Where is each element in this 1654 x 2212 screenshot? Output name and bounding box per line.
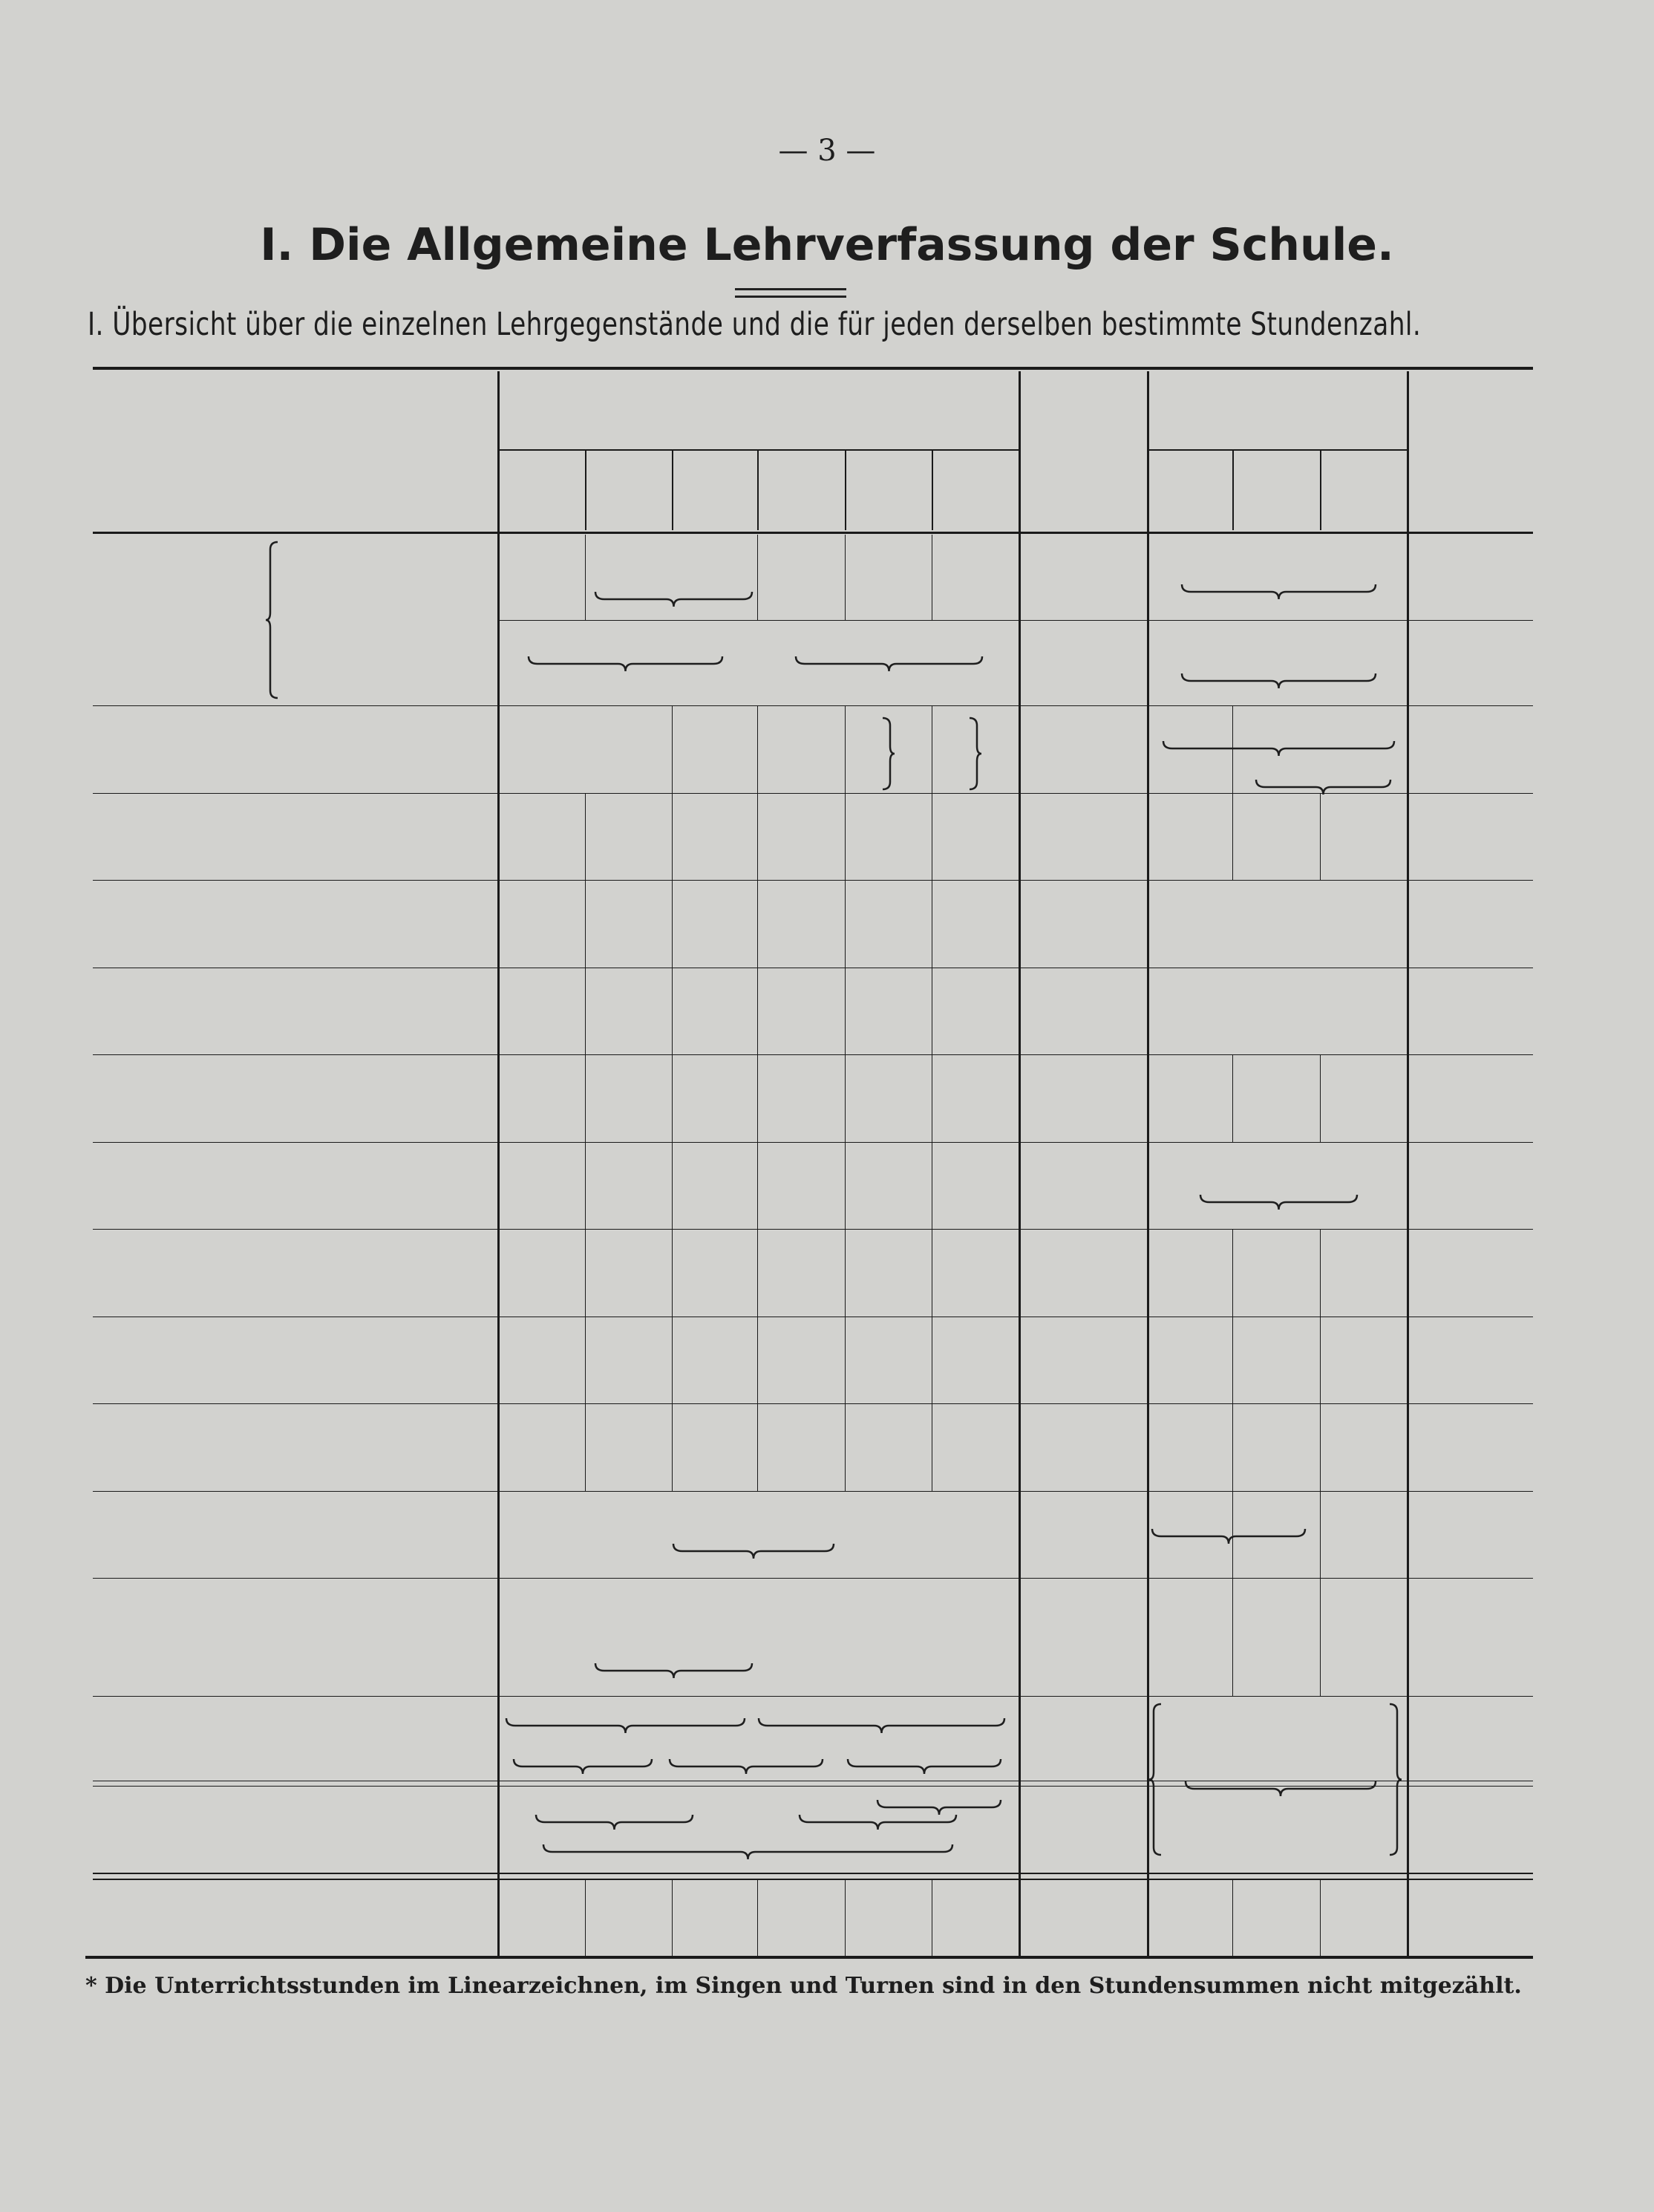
header-col-divider [757, 450, 759, 530]
row-rule [93, 1491, 1533, 1492]
table-bottom-rule [85, 1956, 1533, 1959]
section-subtitle: I. Übersicht über die einzelnen Lehrgegenstände und die für jeden derselben bestimmte Stundenzahl. [88, 306, 1422, 343]
sum-brace [880, 717, 895, 791]
row-rule [93, 1142, 1533, 1143]
row-rule [93, 1696, 1533, 1697]
cell-divider [1320, 793, 1321, 880]
table-top-rule [93, 367, 1533, 370]
cell-divider [1320, 1491, 1321, 1578]
cell-divider [672, 1879, 673, 1956]
cell-divider [1232, 1879, 1233, 1956]
merge-brace [535, 1812, 694, 1831]
column-divider [1019, 371, 1021, 1957]
merge-brace [542, 1841, 954, 1861]
cell-divider [845, 793, 846, 1491]
header-col-divider [845, 450, 846, 530]
merge-brace [672, 1541, 835, 1560]
cell-divider [672, 793, 673, 1491]
merge-brace [1162, 738, 1396, 757]
cell-divider [1320, 1879, 1321, 1956]
title-rule [735, 296, 846, 298]
merge-brace [1184, 1778, 1377, 1798]
vorschule-brace [1387, 1703, 1402, 1856]
cell-divider [757, 1879, 758, 1956]
merge-brace [1255, 777, 1392, 796]
title-rule [735, 288, 846, 290]
merge-brace [1180, 671, 1377, 690]
row-rule [497, 620, 1533, 621]
sum-brace [967, 717, 981, 791]
merge-brace [757, 1715, 1006, 1735]
page-number: — 3 — [778, 134, 876, 168]
cell-divider [585, 1879, 586, 1956]
cell-divider [757, 705, 758, 793]
row-rule [93, 1578, 1533, 1579]
merge-brace [1151, 1526, 1307, 1545]
merge-brace [876, 1797, 1002, 1816]
header-sub-rule [1147, 449, 1407, 451]
merge-brace [846, 1756, 1002, 1775]
cell-divider [845, 535, 846, 620]
column-divider [1407, 371, 1409, 1957]
cell-divider [757, 535, 758, 620]
totals-top-rule [93, 1873, 1533, 1874]
merge-brace [668, 1756, 824, 1775]
header-col-divider [932, 450, 933, 530]
cell-divider [1320, 1229, 1321, 1491]
row-rule [93, 1403, 1533, 1404]
merge-brace [1180, 581, 1377, 601]
cell-divider [585, 535, 586, 620]
cell-divider [1232, 1578, 1233, 1696]
merge-brace [794, 653, 984, 673]
row-rule [93, 1054, 1533, 1055]
header-col-divider [1232, 450, 1234, 530]
header-col-divider [672, 450, 673, 530]
vorschule-brace [1149, 1703, 1164, 1856]
merge-brace [1199, 1192, 1359, 1211]
cell-divider [1232, 793, 1233, 880]
religion-brace [266, 541, 281, 699]
cell-divider [1320, 1578, 1321, 1696]
row-rule [93, 705, 1533, 706]
cell-divider [845, 1879, 846, 1956]
merge-brace [527, 653, 724, 673]
column-divider [497, 371, 500, 1957]
cell-divider [1232, 1054, 1233, 1142]
header-col-divider [1320, 450, 1321, 530]
footnote: * Die Unterrichtsstunden im Linearzeichnen, im Singen und Turnen sind in den Stundensummen nicht mitgezählt. [85, 1973, 1522, 1999]
row-rule [93, 1229, 1533, 1230]
merge-brace [594, 1660, 754, 1680]
cell-divider [1232, 1229, 1233, 1491]
merge-brace [505, 1715, 746, 1735]
header-col-divider [585, 450, 586, 530]
totals-top-rule [93, 1879, 1533, 1880]
merge-brace [594, 589, 754, 608]
cell-divider [845, 705, 846, 793]
header-bottom-rule [93, 532, 1533, 534]
row-rule [93, 880, 1533, 881]
cell-divider [672, 705, 673, 793]
page-title: I. Die Allgemeine Lehrverfassung der Schule. [260, 219, 1394, 271]
cell-divider [585, 793, 586, 1491]
cell-divider [1320, 1054, 1321, 1142]
cell-divider [757, 793, 758, 1491]
merge-brace [512, 1756, 653, 1775]
